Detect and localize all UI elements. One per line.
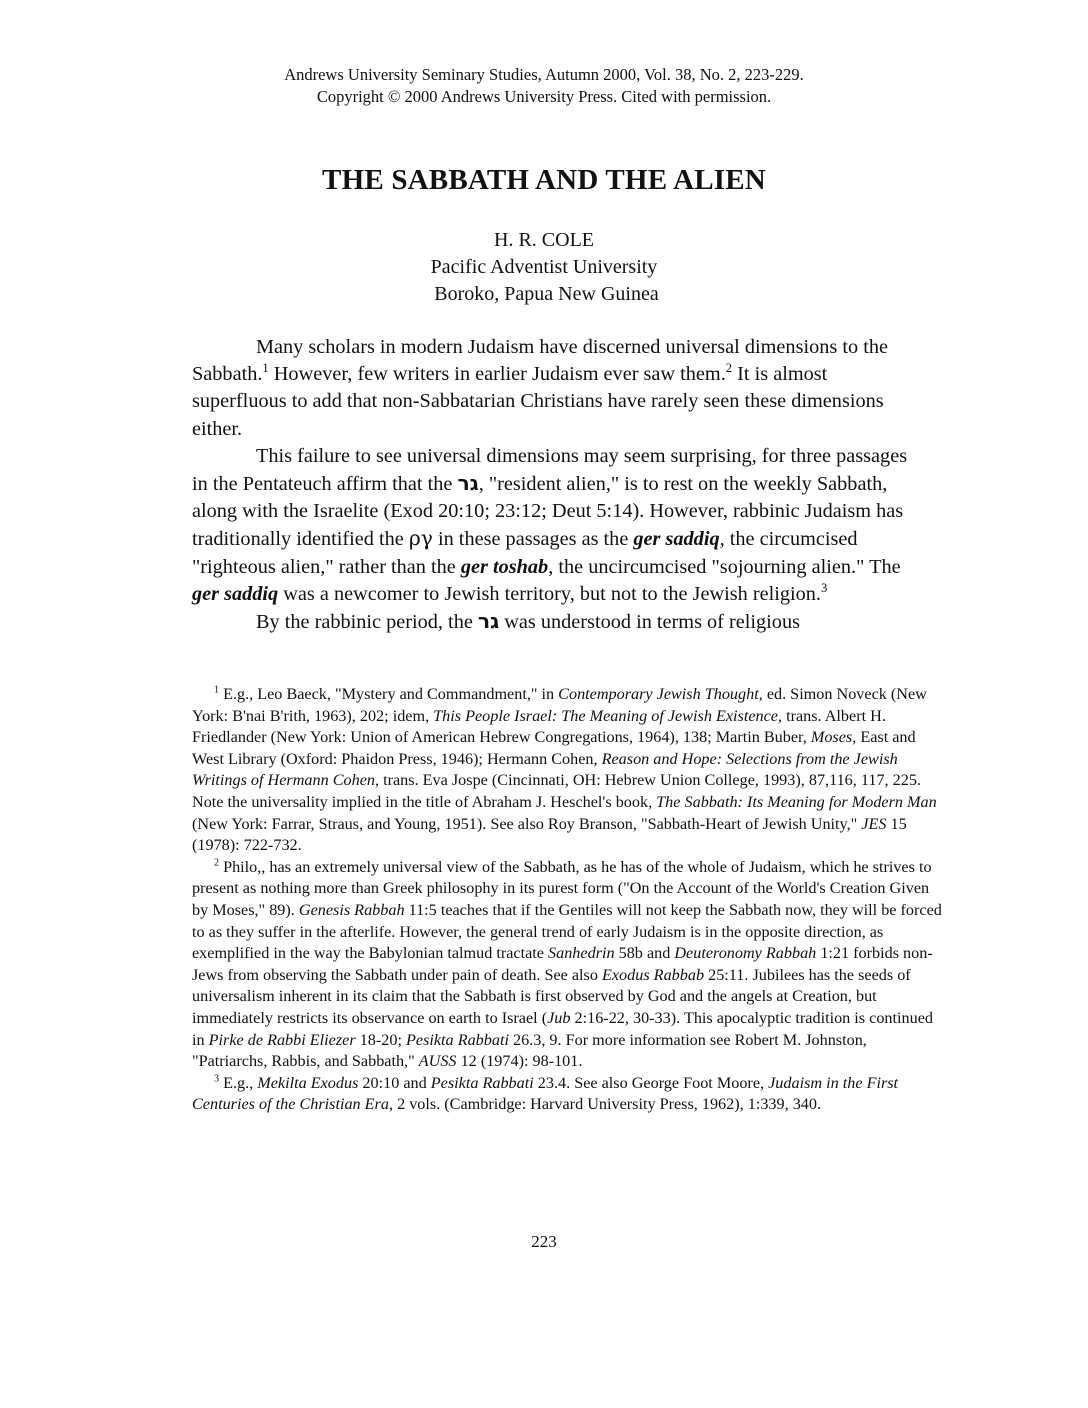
page-number: 223 [531,1232,557,1251]
journal-header [0,64,1088,108]
article-title: THE SABBATH AND THE ALIEN [322,164,766,196]
paragraph-1: Many scholars in modern Judaism have discerned universal dimensions to the Sabbath.$^1$ However, few writers in earlier Judaism ever saw them.$^2$ It is almost superfluous to add that non-Sabbatarian Christians have rarely seen these dimensions either. [192,336,888,440]
author-location: Boroko, Papua New Guinea [429,283,659,305]
footnote-2: $^2$ Philo,, has an extremely universal view of the Sabbath, as he has of the whole of Judaism, which he strives to present as nothing more than Greek philosophy in its purest form ("On the Account of the World's Creation Given by Moses," 89). Genesis Rabbah 11:5 teaches that if the Gentiles will not keep the Sabbath now, they will be forced to as they suffer in the afterlife. However, the general trend of early Judaism is in the opposite direction, as exemplified in the way the Babylonian talmud tractate Sanhedrin 58b and Deuteronomy Rabbah 1:21 forbids non-Jews from observing the Sabbath under pain of death. See also Exodus Rabbab 25:11. Jubilees has the seeds of universalism inherent in its claim that the Sabbath is first observed by God and the angels at Creation, but immediately restricts its observance on earth to Israel (Jub 2:16-22, 30-33). This apocalyptic tradition is continued in Pirke de Rabbi Eliezer 18-20; Pesikta Rabbati 26.3, 9. For more information see Robert M. Johnston, "Patriarchs, Rabbis, and Sabbath," AUSS 12 (1974): 98-101. [192,857,942,1071]
paragraph-2: This failure to see universal dimensions may seem surprising, for three passages in the Pentateuch affirm that the גר, "resident alien," is to rest on the weekly Sabbath, along with the Israelite (Exod 20:10; 23:12; Deut 5:14). However, rabbinic Judaism has traditionally identified the ργ in these passages as the ger saddiq, the circumcised "righteous alien," rather than the ger toshab, the uncircumcised "sojourning alien." The ger saddiq was a newcomer to Jewish territory, but not to the Jewish religion.$^3$ [192,444,908,605]
footnote-ref-3[interactable]: 3 [820,581,828,596]
footnote-ref-1[interactable]: 1 [262,361,269,376]
author-block [0,227,1088,308]
term-ger-saddiq: ger saddiq [192,582,279,605]
copyright-line: Copyright © 2000 Andrews University Press. Cited with permission. [316,87,772,106]
footnotes [192,684,944,1116]
paragraph-3: By the rabbinic period, the גר was understood in terms of religious [256,609,800,634]
hebrew-ger: גר [477,609,500,634]
term-ger-toshab: ger toshab [460,555,549,578]
author-name: H. R. COLE [494,229,594,251]
hebrew-ger: גר [457,471,479,496]
author-affiliation: Pacific Adventist University [430,256,658,278]
citation-line: Andrews University Seminary Studies, Autumn 2000, Vol. 38, No. 2, 223-229. [284,65,804,84]
footnote-1: $^1$ E.g., Leo Baeck, "Mystery and Commandment," in Contemporary Jewish Thought, ed. Simon Noveck (New York: B'nai B'rith, 1963), 202; idem, This People Israel: The Meaning of Jewish Existence, trans. Albert H. Friedlander (New York: Union of American Hebrew Congregations, 1964), 138; Martin Buber, Moses, East and West Library (Oxford: Phaidon Press, 1946); Hermann Cohen, Reason and Hope: Selections from the Jewish Writings of Hermann Cohen, trans. Eva Jospe (Cincinnati, OH: Hebrew Union College, 1993), 87,116, 117, 225. Note the universality implied in the title of Abraham J. Heschel's book, The Sabbath: Its Meaning for Modern Man (New York: Farrar, Straus, and Young, 1951). See also Roy Branson, "Sabbath-Heart of Jewish Unity," JES 15 (1978): 722-732. [192,684,937,855]
footnote-3: $^3$ E.g., Mekilta Exodus 20:10 and Pesikta Rabbati 23.4. See also George Foot Moore, Judaism in the First Centuries of the Christian Era, 2 vols. (Cambridge: Harvard University Press, 1962), 1:339, 340. [192,1073,899,1114]
greek-term: ργ [408,526,433,551]
body-text [192,334,924,636]
footnote-ref-2[interactable]: 2 [725,361,733,376]
term-ger-saddiq: ger saddiq [633,528,720,551]
